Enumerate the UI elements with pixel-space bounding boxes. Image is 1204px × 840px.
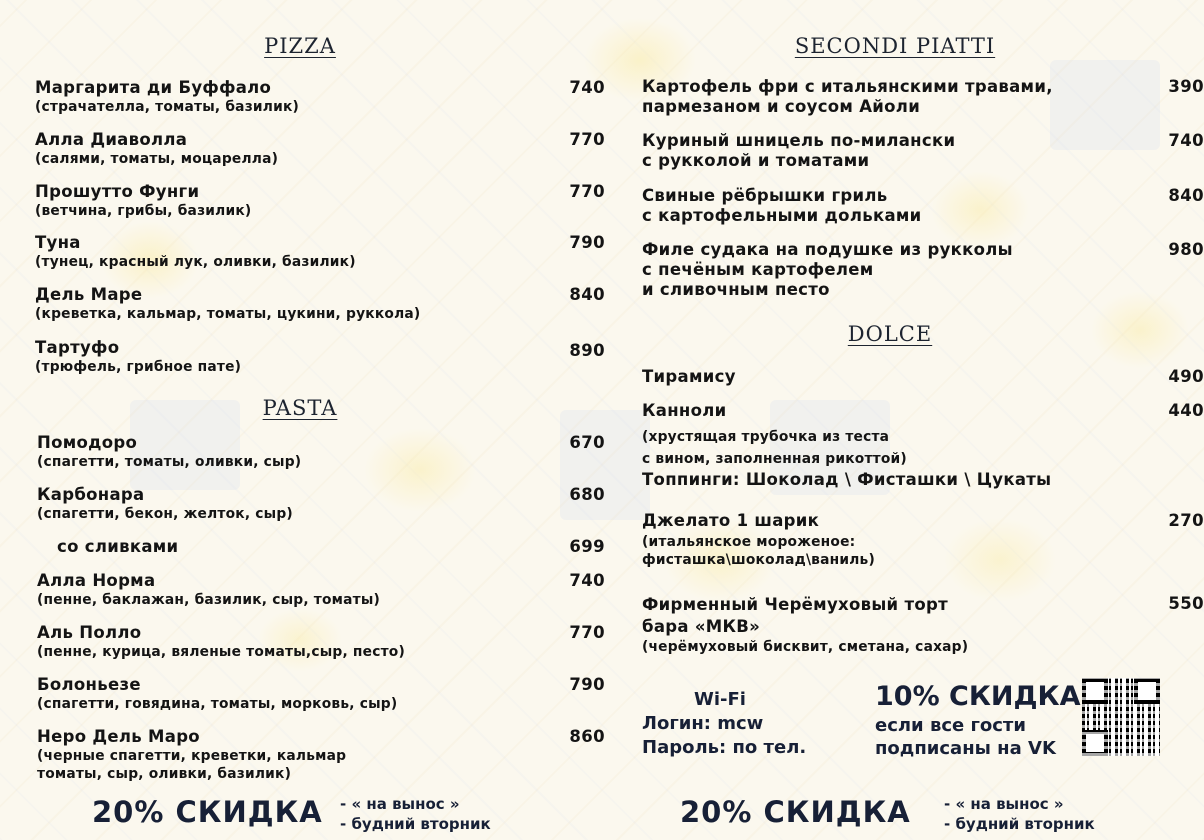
item-name: Филе судака на подушке из рукколы: [642, 240, 1013, 259]
promo-condition: - « на вынос »: [944, 795, 1064, 813]
item-name: Картофель фри с итальянскими травами,: [642, 77, 1053, 96]
item-price: 680: [569, 485, 605, 504]
item-desc: (спагетти, говядина, томаты, морковь, сыр): [37, 696, 398, 712]
menu-item: [642, 186, 1202, 226]
menu-item: [37, 623, 605, 661]
item-price: 740: [569, 571, 605, 590]
item-price: 550: [1168, 594, 1204, 613]
vk-discount-title: 10% СКИДКА: [875, 681, 1081, 712]
promo-discount: 20% СКИДКА: [680, 795, 911, 829]
item-price: 770: [569, 182, 605, 201]
item-desc: с вином, заполненная рикоттой): [642, 451, 907, 467]
item-toppings: Топпинги: Шоколад \ Фисташки \ Цукаты: [642, 470, 1052, 489]
item-desc: (черные спагетти, креветки, кальмар: [37, 748, 347, 764]
vk-discount-text: подписаны на VK: [875, 738, 1056, 759]
item-name: и сливочным песто: [642, 280, 830, 299]
item-price: 740: [1168, 131, 1204, 150]
item-name: Фирменный Черёмуховый торт: [642, 595, 948, 614]
secondi-heading: SECONDI PIATTI: [794, 34, 996, 58]
menu-item: [35, 338, 605, 376]
item-price: 980: [1168, 240, 1204, 259]
item-price: 440: [1168, 401, 1204, 420]
item-price: 770: [569, 623, 605, 642]
menu-item: [35, 182, 605, 220]
qr-code[interactable]: [1082, 678, 1160, 756]
item-price: 790: [569, 233, 605, 252]
item-name: Дель Маре: [35, 285, 143, 304]
item-desc: (страчателла, томаты, базилик): [35, 99, 300, 115]
menu-item: [37, 727, 605, 783]
pizza-heading: PIZZA: [264, 34, 336, 58]
menu-item: [642, 511, 1202, 569]
item-name: Помодоро: [37, 433, 138, 452]
item-desc: (черёмуховый бисквит, сметана, сахар): [642, 639, 969, 655]
item-price: 790: [569, 675, 605, 694]
menu-item: [642, 401, 1202, 490]
item-price: 740: [569, 78, 605, 97]
item-desc: (спагетти, томаты, оливки, сыр): [37, 454, 302, 470]
item-desc: (креветка, кальмар, томаты, цукини, руккола): [35, 306, 421, 322]
menu-item: [35, 78, 605, 116]
item-name: Болоньезе: [37, 675, 141, 694]
promo-discount: 20% СКИДКА: [92, 795, 323, 829]
item-price: 490: [1168, 367, 1204, 386]
vk-discount-text: если все гости: [875, 715, 1026, 736]
item-price: 840: [1168, 186, 1204, 205]
item-name: Карбонара: [37, 485, 145, 504]
menu-item: [642, 77, 1202, 117]
item-desc: (хрустящая трубочка из теста: [642, 429, 890, 445]
item-desc: (спагетти, бекон, желток, сыр): [37, 506, 293, 522]
menu-item: [642, 594, 1202, 656]
item-name: Прошутто Фунги: [35, 182, 200, 201]
item-name: Канноли: [642, 401, 727, 420]
item-price: 390: [1168, 77, 1204, 96]
wifi-password: Пароль: по тел.: [642, 737, 807, 758]
item-price: 770: [569, 130, 605, 149]
item-name: Тартуфо: [35, 338, 120, 357]
item-name: Неро Дель Маро: [37, 727, 200, 746]
menu-item: [37, 571, 605, 609]
item-name: со сливками: [57, 537, 179, 556]
item-desc: (пенне, курица, вяленые томаты,сыр, песто): [37, 644, 405, 660]
menu-item: [35, 130, 605, 168]
item-name: Свиные рёбрышки гриль: [642, 186, 888, 205]
menu-item: [642, 131, 1202, 171]
item-desc: (трюфель, грибное пате): [35, 359, 242, 375]
wifi-login: Логин: mcw: [642, 713, 764, 734]
promo-conditions: [340, 794, 491, 834]
item-name: с рукколой и томатами: [642, 151, 870, 170]
item-desc: (тунец, красный лук, оливки, базилик): [35, 254, 356, 270]
pasta-heading: PASTA: [262, 396, 338, 420]
vk-discount: [875, 680, 1081, 760]
promo-condition: - будний вторник: [340, 815, 491, 833]
item-name: Джелато 1 шарик: [642, 511, 820, 530]
item-name: Туна: [35, 233, 81, 252]
item-desc: томаты, сыр, оливки, базилик): [37, 766, 292, 782]
item-desc: фисташка\шоколад\ваниль): [642, 552, 875, 568]
item-desc: (ветчина, грибы, базилик): [35, 203, 252, 219]
item-price: 270: [1168, 511, 1204, 530]
item-name: Маргарита ди Буффало: [35, 78, 272, 97]
promo-conditions: [944, 794, 1095, 834]
item-price: 860: [569, 727, 605, 746]
wifi-title: Wi-Fi: [694, 689, 746, 710]
menu-item: [35, 233, 605, 271]
menu-item: [37, 433, 605, 471]
item-name: Тирамису: [642, 367, 736, 386]
item-desc: (салями, томаты, моцарелла): [35, 151, 279, 167]
item-name: Аль Полло: [37, 623, 142, 642]
item-name: Куриный шницель по-милански: [642, 131, 956, 150]
menu-item: [642, 367, 1202, 387]
item-name: пармезаном и соусом Айоли: [642, 97, 921, 116]
menu-item: [57, 537, 617, 557]
item-price: 890: [569, 341, 605, 360]
menu-item: [37, 675, 605, 713]
item-name: Алла Норма: [37, 571, 156, 590]
item-desc: (пенне, баклажан, базилик, сыр, томаты): [37, 592, 381, 608]
item-price: 670: [569, 433, 605, 452]
promo-condition: - « на вынос »: [340, 795, 460, 813]
menu-item: [37, 485, 605, 523]
dolce-heading: DOLCE: [847, 322, 933, 346]
item-price: 840: [569, 285, 605, 304]
item-name: Алла Диаволла: [35, 130, 188, 149]
item-price: 699: [569, 537, 605, 556]
menu-item: [35, 285, 605, 323]
item-name: с печёным картофелем: [642, 260, 874, 279]
item-name: бара «МКВ»: [642, 617, 761, 636]
menu-item: [642, 240, 1202, 300]
item-name: с картофельными дольками: [642, 206, 922, 225]
promo-condition: - будний вторник: [944, 815, 1095, 833]
item-desc: (итальянское мороженое:: [642, 534, 856, 550]
wifi-info: [642, 688, 806, 760]
